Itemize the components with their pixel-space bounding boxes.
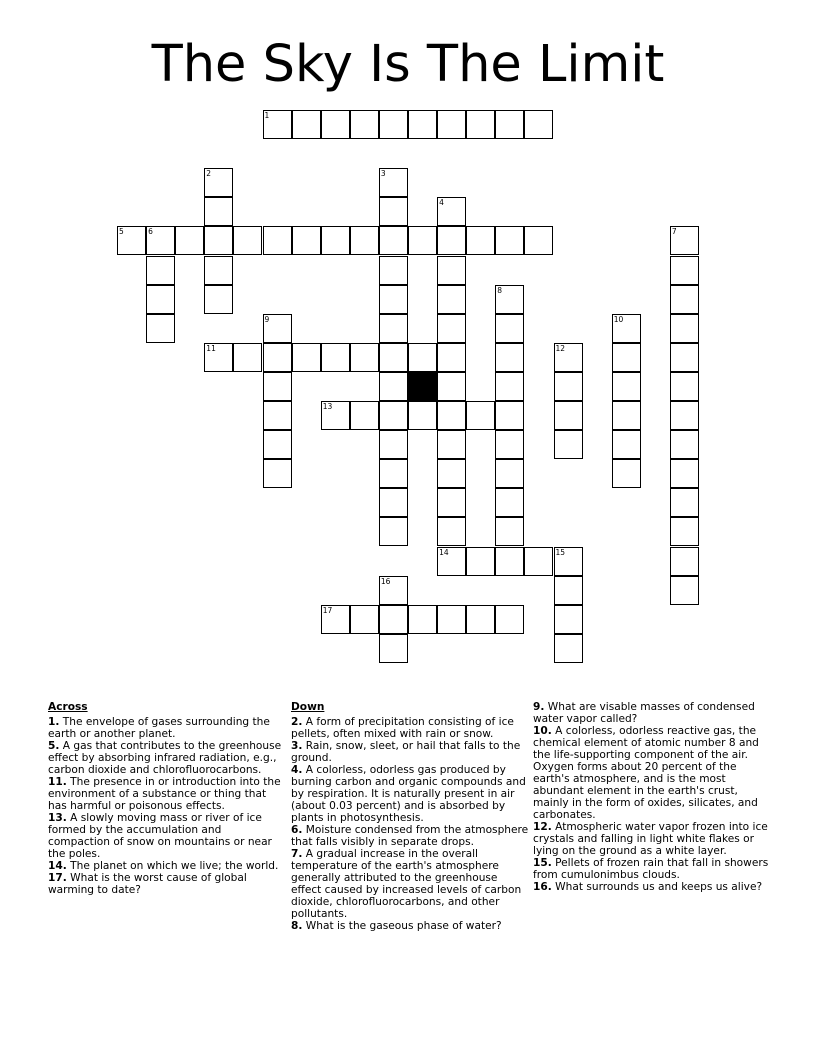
clue-text: A colorless, odorless reactive gas, the chemical element of atomic number 8 and the life-supporting component of the air. Oxygen forms about 20 percent of the earth's atmosphere, and is the most abundant element in the earth's crust, mainly in the form of oxides, silicates, and carbonates.	[533, 725, 759, 821]
grid-cell[interactable]	[350, 110, 379, 139]
block-cell	[408, 372, 437, 401]
grid-cell[interactable]	[437, 110, 466, 139]
grid-cell[interactable]	[292, 226, 321, 255]
grid-cell[interactable]	[554, 430, 583, 459]
clue	[291, 740, 529, 764]
clue-number-label: 10.	[533, 725, 552, 737]
clue-number: 11	[206, 343, 216, 353]
grid-cell[interactable]	[437, 547, 466, 576]
grid-cell[interactable]	[204, 197, 233, 226]
grid-cell[interactable]	[670, 226, 699, 255]
down-clues-continued	[533, 701, 771, 893]
grid-cell[interactable]	[321, 226, 350, 255]
clue-number-label: 4.	[291, 764, 303, 776]
grid-cell[interactable]	[554, 605, 583, 634]
grid-cell[interactable]	[379, 197, 408, 226]
grid-cell[interactable]	[146, 285, 175, 314]
grid-cell[interactable]	[263, 430, 292, 459]
clue-text: A gradual increase in the overall temperature of the earth's atmosphere generally attributed to the greenhouse effect caused by increased levels of carbon dioxide, chlorofluorocarbons, and other pollutants.	[291, 848, 522, 920]
grid-cell[interactable]	[495, 226, 524, 255]
grid-cell[interactable]	[437, 605, 466, 634]
grid-cell[interactable]	[408, 110, 437, 139]
grid-cell[interactable]	[350, 401, 379, 430]
grid-cell[interactable]	[554, 401, 583, 430]
clue-number-label: 2.	[291, 716, 303, 728]
clue-text: Pellets of frozen rain that fall in showers from cumulonimbus clouds.	[533, 857, 769, 881]
clue-text: A colorless, odorless gas produced by burning carbon and organic compounds and by respiration. It is naturally present in air (about 0.03 percent) and is absorbed by plants in photosynthesis.	[291, 764, 526, 824]
grid-cell[interactable]	[379, 517, 408, 546]
grid-cell[interactable]	[379, 401, 408, 430]
clue-number: 3	[380, 169, 386, 179]
clue-number: 16	[380, 576, 391, 586]
grid-cell[interactable]	[495, 547, 524, 576]
clue-text: What is the worst cause of global warming to date?	[48, 872, 247, 896]
grid-cell[interactable]	[146, 256, 175, 285]
clue	[291, 848, 529, 920]
clue-number-label: 15.	[533, 857, 552, 869]
grid-cell[interactable]	[263, 372, 292, 401]
grid-cell[interactable]	[466, 401, 495, 430]
grid-cell[interactable]	[379, 285, 408, 314]
grid-cell[interactable]	[321, 401, 350, 430]
grid-cell[interactable]	[379, 256, 408, 285]
grid-cell[interactable]	[495, 488, 524, 517]
grid-cell[interactable]	[495, 517, 524, 546]
clue-number: 10	[613, 314, 624, 324]
clue-number-label: 11.	[48, 776, 67, 788]
clue-number-label: 5.	[48, 740, 60, 752]
grid-cell[interactable]	[263, 459, 292, 488]
clue-text: A form of precipitation consisting of ice pellets, often mixed with rain or snow.	[291, 716, 514, 740]
grid-cell[interactable]	[408, 401, 437, 430]
grid-cell[interactable]	[524, 226, 553, 255]
grid-cell[interactable]	[379, 488, 408, 517]
clue-number-label: 3.	[291, 740, 303, 752]
grid-cell[interactable]	[437, 401, 466, 430]
grid-cell[interactable]	[379, 110, 408, 139]
clue-text: Rain, snow, sleet, or hail that falls to the ground.	[291, 740, 521, 764]
grid-cell[interactable]	[495, 314, 524, 343]
clue-number-label: 7.	[291, 848, 303, 860]
grid-cell[interactable]	[466, 226, 495, 255]
clue-text: Moisture condensed from the atmosphere that falls visibly in separate drops.	[291, 824, 529, 848]
grid-cell[interactable]	[379, 226, 408, 255]
grid-cell[interactable]	[466, 547, 495, 576]
clue-number-label: 16.	[533, 881, 552, 893]
grid-cell[interactable]	[554, 634, 583, 663]
clue	[291, 824, 529, 848]
clue-number-label: 8.	[291, 920, 303, 932]
clue-text: The presence in or introduction into the environment of a substance or thing that has harmful or poisonous effects.	[48, 776, 281, 812]
grid-cell[interactable]	[554, 343, 583, 372]
grid-cell[interactable]	[612, 459, 641, 488]
grid-cell[interactable]	[379, 576, 408, 605]
grid-cell[interactable]	[204, 168, 233, 197]
grid-cell[interactable]	[437, 459, 466, 488]
grid-cell[interactable]	[204, 226, 233, 255]
grid-cell[interactable]	[204, 256, 233, 285]
grid-cell[interactable]	[495, 372, 524, 401]
grid-cell[interactable]	[379, 634, 408, 663]
clue	[533, 857, 771, 881]
grid-cell[interactable]	[495, 430, 524, 459]
grid-cell[interactable]	[670, 314, 699, 343]
clue-number-label: 1.	[48, 716, 60, 728]
grid-cell[interactable]	[379, 430, 408, 459]
clue-number: 13	[322, 402, 333, 411]
page-title: The Sky Is The Limit	[151, 35, 665, 94]
grid-cell[interactable]	[670, 285, 699, 314]
grid-cell[interactable]	[408, 226, 437, 255]
grid-cell[interactable]	[437, 517, 466, 546]
grid-cell[interactable]	[437, 430, 466, 459]
clue	[291, 764, 529, 824]
clue	[48, 740, 286, 776]
grid-cell[interactable]	[175, 226, 204, 255]
grid-cell[interactable]	[233, 226, 262, 255]
grid-cell[interactable]	[146, 314, 175, 343]
grid-cell[interactable]	[437, 372, 466, 401]
grid-cell[interactable]	[670, 401, 699, 430]
across-heading: Across	[48, 701, 88, 713]
grid-cell[interactable]	[379, 372, 408, 401]
grid-cell[interactable]	[670, 576, 699, 605]
clue	[533, 725, 771, 821]
grid-cell[interactable]	[495, 401, 524, 430]
grid-cell[interactable]	[612, 372, 641, 401]
grid-cell[interactable]	[379, 168, 408, 197]
grid-cell[interactable]	[437, 343, 466, 372]
grid-cell[interactable]	[292, 110, 321, 139]
grid-cell[interactable]	[612, 430, 641, 459]
clue	[533, 821, 771, 857]
clue-text: The planet on which we live; the world.	[66, 860, 279, 872]
clue-number: 15	[555, 547, 566, 557]
grid-cell[interactable]	[204, 343, 233, 372]
grid-cell[interactable]	[554, 576, 583, 605]
clue-number-label: 9.	[533, 701, 545, 713]
grid-cell[interactable]	[495, 605, 524, 634]
clue-text: What is the gaseous phase of water?	[302, 920, 502, 932]
grid-cell[interactable]	[408, 605, 437, 634]
grid-cell[interactable]	[379, 605, 408, 634]
clue-text: What are visable masses of condensed water vapor called?	[533, 701, 755, 725]
clue	[48, 812, 286, 860]
grid-cell[interactable]	[495, 459, 524, 488]
grid-cell[interactable]	[350, 343, 379, 372]
clue-text: Atmospheric water vapor frozen into ice crystals and falling in light white flakes or lying on the ground as a white layer.	[533, 821, 768, 857]
grid-cell[interactable]	[466, 605, 495, 634]
clue-number: 1	[264, 111, 270, 120]
grid-cell[interactable]	[350, 226, 379, 255]
clue	[48, 716, 286, 740]
grid-cell[interactable]	[670, 343, 699, 372]
clue	[291, 920, 529, 932]
grid-cell[interactable]	[437, 488, 466, 517]
grid-cell[interactable]	[379, 459, 408, 488]
clue-text: What surrounds us and keeps us alive?	[551, 881, 763, 893]
across-clues	[48, 701, 286, 896]
grid-cell[interactable]	[495, 343, 524, 372]
clue	[48, 860, 286, 872]
clue-number: 5	[119, 227, 124, 237]
grid-cell[interactable]	[524, 110, 553, 139]
clue-number: 2	[206, 169, 212, 179]
down-clues	[291, 701, 529, 932]
grid-cell[interactable]	[437, 314, 466, 343]
clue-number: 9	[264, 314, 270, 324]
grid-cell[interactable]	[321, 605, 350, 634]
grid-cell[interactable]	[146, 226, 175, 255]
clue	[48, 872, 286, 896]
clue-number-label: 6.	[291, 824, 303, 836]
clue-text: The envelope of gases surrounding the earth or another planet.	[48, 716, 270, 740]
clue-number: 6	[148, 227, 153, 237]
grid-cell[interactable]	[350, 605, 379, 634]
grid-cell[interactable]	[379, 314, 408, 343]
grid-cell[interactable]	[379, 343, 408, 372]
clue-text: A gas that contributes to the greenhouse effect by absorbing infrared radiation, e.g., carbon dioxide and chlorofluorocarbons.	[48, 740, 282, 776]
grid-cell[interactable]	[437, 256, 466, 285]
grid-cell[interactable]	[408, 343, 437, 372]
grid-cell[interactable]	[670, 488, 699, 517]
grid-cell[interactable]	[292, 343, 321, 372]
clue-text: A slowly moving mass or river of ice formed by the accumulation and compaction of snow on mountains or near the poles.	[48, 812, 272, 860]
grid-cell[interactable]	[321, 343, 350, 372]
grid-cell[interactable]	[524, 547, 553, 576]
grid-cell[interactable]	[670, 430, 699, 459]
grid-cell[interactable]	[437, 226, 466, 255]
grid-cell[interactable]	[670, 517, 699, 546]
grid-cell[interactable]	[670, 547, 699, 576]
grid-cell[interactable]	[263, 110, 292, 139]
grid-cell[interactable]	[670, 459, 699, 488]
grid-cell[interactable]	[437, 285, 466, 314]
clue-number-label: 12.	[533, 821, 552, 833]
grid-cell[interactable]	[321, 110, 350, 139]
grid-cell[interactable]	[204, 285, 233, 314]
grid-cell[interactable]	[612, 401, 641, 430]
clue-number-label: 17.	[48, 872, 67, 884]
clue-number-label: 14.	[48, 860, 67, 872]
grid-cell[interactable]	[554, 547, 583, 576]
down-heading: Down	[291, 701, 325, 713]
clue-number-label: 13.	[48, 812, 67, 824]
clue	[533, 701, 771, 725]
grid-cell[interactable]	[612, 314, 641, 343]
grid-cell[interactable]	[466, 110, 495, 139]
grid-cell[interactable]	[554, 372, 583, 401]
clue-number: 14	[439, 547, 449, 557]
clue	[291, 716, 529, 740]
grid-cell[interactable]	[263, 401, 292, 430]
grid-cell[interactable]	[670, 256, 699, 285]
clue-number: 4	[439, 198, 444, 208]
grid-cell[interactable]	[495, 285, 524, 314]
clue-number: 17	[322, 605, 333, 615]
clue	[533, 881, 771, 893]
clue-number: 12	[555, 343, 566, 353]
grid-cell[interactable]	[670, 372, 699, 401]
grid-cell[interactable]	[437, 197, 466, 226]
clue-number: 8	[497, 285, 503, 295]
grid-cell[interactable]	[233, 343, 262, 372]
grid-cell[interactable]	[263, 343, 292, 372]
grid-cell[interactable]	[263, 226, 292, 255]
grid-cell[interactable]	[495, 110, 524, 139]
clue	[48, 776, 286, 812]
grid-cell[interactable]	[117, 226, 146, 255]
grid-cell[interactable]	[263, 314, 292, 343]
grid-cell[interactable]	[612, 343, 641, 372]
clue-number: 7	[671, 227, 677, 237]
